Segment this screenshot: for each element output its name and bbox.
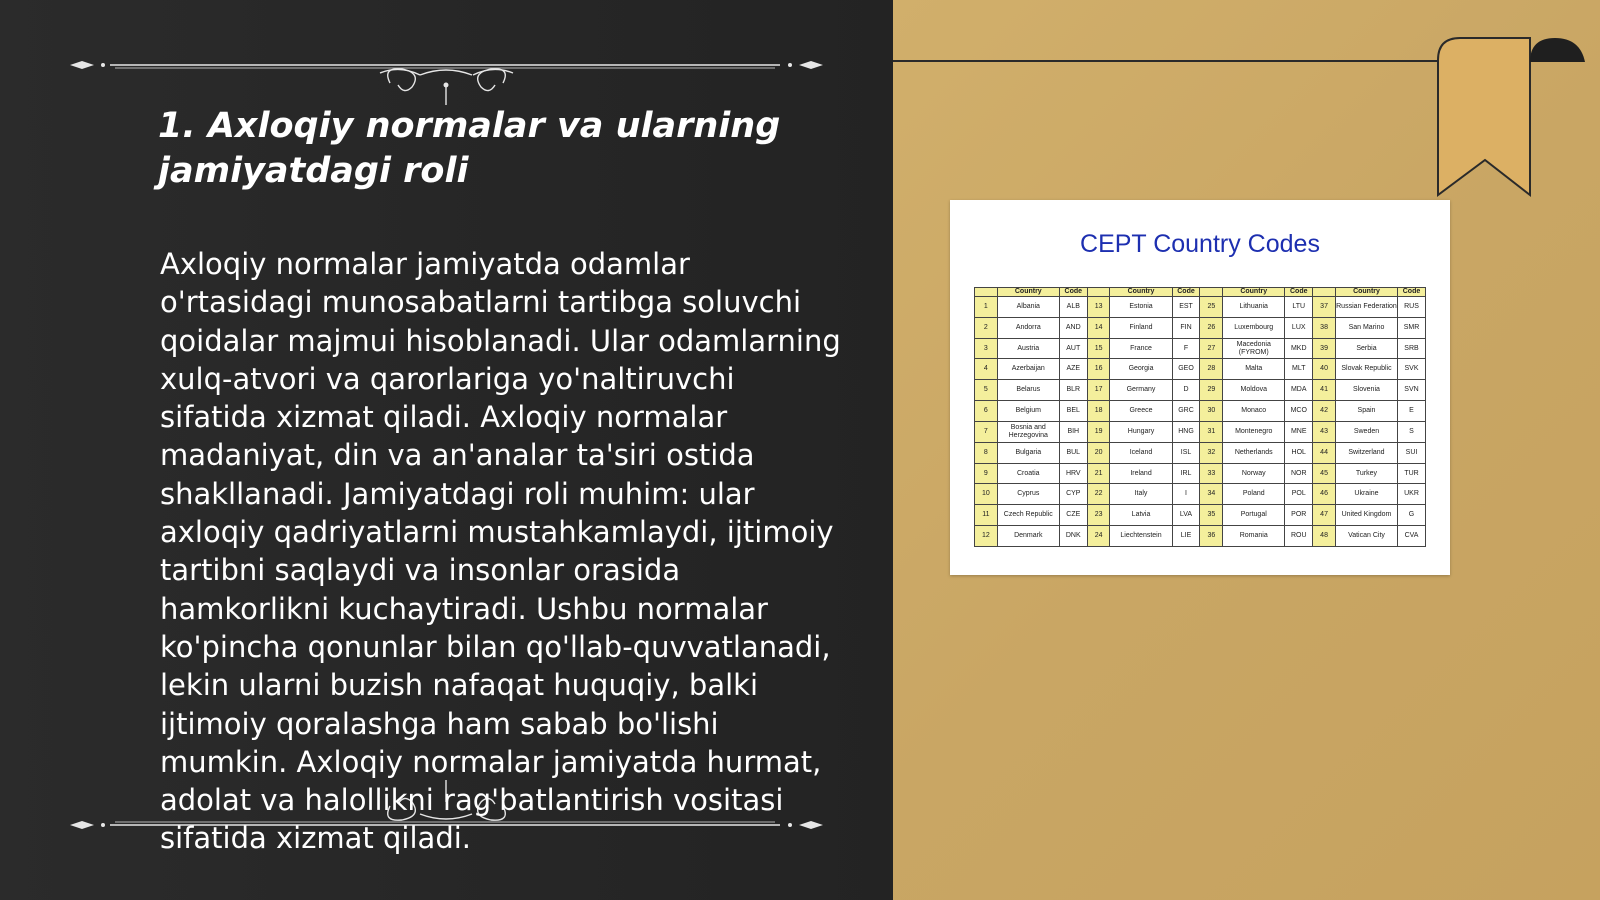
table-cell: Bulgaria xyxy=(997,442,1059,463)
table-cell: United Kingdom xyxy=(1335,505,1397,526)
table-cell: HNG xyxy=(1172,421,1200,442)
table-cell: Germany xyxy=(1110,380,1172,401)
table-row xyxy=(975,317,1426,338)
table-row xyxy=(975,484,1426,505)
table-cell: Cyprus xyxy=(997,484,1059,505)
table-cell: D xyxy=(1172,380,1200,401)
bookmark-ribbon-icon xyxy=(1430,0,1600,210)
table-cell: 10 xyxy=(975,484,998,505)
table-row xyxy=(975,380,1426,401)
body-paragraph: Axloqiy normalar jamiyatda odamlar o'rtasidagi munosabatlarni tartibga soluvchi qoidalar majmui hisoblanadi. Ular odamlarning xulq-atvori va qarorlariga yo'naltiruvchi sifatida xizmat qiladi. Axloqiy normalar madaniyat, din va an'analar ta'siri ostida shakllanadi. Jamiyatdagi roli muhim: ular axloqiy qadriyatlarni mustahkamlaydi, ijtimoiy tartibni saqlaydi va insonlar orasida hamkorlikni kuchaytiradi. Ushbu normalar ko'pincha qonunlar bilan qo'llab-quvvatlanadi, lekin ularni buzish nafaqat huquqiy, balki ijtimoiy qoralashga ham sabab bo'lishi mumkin. Axloqiy normalar jamiyatda hurmat, adolat va halollikni rag'batlantirish vositasi sifatida xizmat qiladi. xyxy=(160,247,841,856)
table-header-cell: Country xyxy=(997,288,1059,297)
table-cell: MKD xyxy=(1285,338,1313,359)
table-cell: 4 xyxy=(975,359,998,380)
table-row xyxy=(975,359,1426,380)
country-codes-table xyxy=(974,287,1426,547)
table-cell: LIE xyxy=(1172,526,1200,547)
table-cell: Liechtenstein xyxy=(1110,526,1172,547)
table-cell: GRC xyxy=(1172,401,1200,422)
table-cell: DNK xyxy=(1059,526,1087,547)
table-cell: Moldova xyxy=(1223,380,1285,401)
table-cell: Spain xyxy=(1335,401,1397,422)
table-cell: Norway xyxy=(1223,463,1285,484)
table-cell: Georgia xyxy=(1110,359,1172,380)
divider-line xyxy=(893,60,1438,62)
table-cell: 18 xyxy=(1087,401,1110,422)
table-cell: 19 xyxy=(1087,421,1110,442)
table-cell: Croatia xyxy=(997,463,1059,484)
table-cell: Lithuania xyxy=(1223,297,1285,318)
table-cell: 36 xyxy=(1200,526,1223,547)
table-cell: 13 xyxy=(1087,297,1110,318)
table-cell: HOL xyxy=(1285,442,1313,463)
title-line-2: jamiyatdagi roli xyxy=(158,151,469,191)
table-cell: BEL xyxy=(1059,401,1087,422)
table-cell: Portugal xyxy=(1223,505,1285,526)
table-header-cell: Country xyxy=(1223,288,1285,297)
table-cell: Turkey xyxy=(1335,463,1397,484)
table-cell: 9 xyxy=(975,463,998,484)
table-cell: Latvia xyxy=(1110,505,1172,526)
table-header-cell: Code xyxy=(1059,288,1087,297)
table-cell: Estonia xyxy=(1110,297,1172,318)
table-cell: 28 xyxy=(1200,359,1223,380)
table-cell: Netherlands xyxy=(1223,442,1285,463)
table-cell: ISL xyxy=(1172,442,1200,463)
table-cell: Hungary xyxy=(1110,421,1172,442)
table-cell: 27 xyxy=(1200,338,1223,359)
table-cell: 47 xyxy=(1313,505,1336,526)
table-cell: Azerbaijan xyxy=(997,359,1059,380)
table-cell: SUI xyxy=(1398,442,1426,463)
table-cell: Czech Republic xyxy=(997,505,1059,526)
table-cell: BUL xyxy=(1059,442,1087,463)
table-cell: Switzerland xyxy=(1335,442,1397,463)
table-cell: 21 xyxy=(1087,463,1110,484)
table-header-cell: Country xyxy=(1110,288,1172,297)
table-cell: 48 xyxy=(1313,526,1336,547)
table-cell: FIN xyxy=(1172,317,1200,338)
table-cell: POL xyxy=(1285,484,1313,505)
table-cell: Andorra xyxy=(997,317,1059,338)
table-cell: 25 xyxy=(1200,297,1223,318)
table-cell: HRV xyxy=(1059,463,1087,484)
table-cell: EST xyxy=(1172,297,1200,318)
table-cell: MLT xyxy=(1285,359,1313,380)
table-cell: 7 xyxy=(975,421,998,442)
table-cell: Romania xyxy=(1223,526,1285,547)
table-cell: 41 xyxy=(1313,380,1336,401)
table-header-cell xyxy=(975,288,998,297)
table-header-cell xyxy=(1200,288,1223,297)
table-cell: 2 xyxy=(975,317,998,338)
table-cell: 33 xyxy=(1200,463,1223,484)
table-cell: S xyxy=(1398,421,1426,442)
table-row xyxy=(975,297,1426,318)
table-cell: I xyxy=(1172,484,1200,505)
table-row xyxy=(975,526,1426,547)
table-cell: Italy xyxy=(1110,484,1172,505)
table-cell: 29 xyxy=(1200,380,1223,401)
table-cell: France xyxy=(1110,338,1172,359)
table-cell: Iceland xyxy=(1110,442,1172,463)
table-cell: 42 xyxy=(1313,401,1336,422)
table-cell: Sweden xyxy=(1335,421,1397,442)
table-cell: 30 xyxy=(1200,401,1223,422)
table-cell: G xyxy=(1398,505,1426,526)
table-cell: POR xyxy=(1285,505,1313,526)
table-cell: Belarus xyxy=(997,380,1059,401)
table-cell: 16 xyxy=(1087,359,1110,380)
table-cell: Austria xyxy=(997,338,1059,359)
title-line-1: 1. Axloqiy normalar va ularning xyxy=(158,106,781,146)
table-header-cell: Country xyxy=(1335,288,1397,297)
table-cell: Belgium xyxy=(997,401,1059,422)
table-row xyxy=(975,401,1426,422)
table-cell: SVN xyxy=(1398,380,1426,401)
table-header-cell xyxy=(1313,288,1336,297)
table-cell: 32 xyxy=(1200,442,1223,463)
table-cell: BIH xyxy=(1059,421,1087,442)
table-cell: RUS xyxy=(1398,297,1426,318)
country-codes-image xyxy=(950,200,1450,575)
table-cell: AUT xyxy=(1059,338,1087,359)
table-cell: San Marino xyxy=(1335,317,1397,338)
table-cell: 14 xyxy=(1087,317,1110,338)
table-cell: NOR xyxy=(1285,463,1313,484)
table-cell: CVA xyxy=(1398,526,1426,547)
table-cell: LTU xyxy=(1285,297,1313,318)
table-cell: MNE xyxy=(1285,421,1313,442)
table-cell: 45 xyxy=(1313,463,1336,484)
table-cell: 46 xyxy=(1313,484,1336,505)
table-cell: Russian Federation xyxy=(1335,297,1397,318)
table-cell: LVA xyxy=(1172,505,1200,526)
table-row xyxy=(975,505,1426,526)
table-cell: Montenegro xyxy=(1223,421,1285,442)
table-cell: 44 xyxy=(1313,442,1336,463)
table-cell: MCO xyxy=(1285,401,1313,422)
table-cell: 43 xyxy=(1313,421,1336,442)
table-cell: Bosnia and Herzegovina xyxy=(997,421,1059,442)
table-cell: Luxembourg xyxy=(1223,317,1285,338)
table-row xyxy=(975,463,1426,484)
table-row xyxy=(975,421,1426,442)
table-cell: 31 xyxy=(1200,421,1223,442)
table-cell: 37 xyxy=(1313,297,1336,318)
table-cell: F xyxy=(1172,338,1200,359)
table-row xyxy=(975,338,1426,359)
table-cell: AND xyxy=(1059,317,1087,338)
slide-title xyxy=(158,104,848,194)
table-cell: 5 xyxy=(975,380,998,401)
table-header-cell: Code xyxy=(1172,288,1200,297)
table-cell: 34 xyxy=(1200,484,1223,505)
table-cell: 22 xyxy=(1087,484,1110,505)
table-cell: SRB xyxy=(1398,338,1426,359)
table-cell: ALB xyxy=(1059,297,1087,318)
table-cell: 26 xyxy=(1200,317,1223,338)
table-cell: Macedonia (FYROM) xyxy=(1223,338,1285,359)
table-header-cell: Code xyxy=(1285,288,1313,297)
table-cell: 15 xyxy=(1087,338,1110,359)
table-cell: Denmark xyxy=(997,526,1059,547)
table-cell: 6 xyxy=(975,401,998,422)
table-cell: Malta xyxy=(1223,359,1285,380)
table-cell: Vatican City xyxy=(1335,526,1397,547)
table-cell: Albania xyxy=(997,297,1059,318)
table-cell: Finland xyxy=(1110,317,1172,338)
table-cell: ROU xyxy=(1285,526,1313,547)
table-cell: 35 xyxy=(1200,505,1223,526)
table-header-cell xyxy=(1087,288,1110,297)
table-cell: E xyxy=(1398,401,1426,422)
table-cell: Ukraine xyxy=(1335,484,1397,505)
table-cell: 20 xyxy=(1087,442,1110,463)
table-row xyxy=(975,442,1426,463)
table-cell: SMR xyxy=(1398,317,1426,338)
table-cell: 11 xyxy=(975,505,998,526)
table-cell: CYP xyxy=(1059,484,1087,505)
table-cell: Slovenia xyxy=(1335,380,1397,401)
table-cell: AZE xyxy=(1059,359,1087,380)
table-cell: 40 xyxy=(1313,359,1336,380)
table-cell: 17 xyxy=(1087,380,1110,401)
table-title: CEPT Country Codes xyxy=(1080,230,1320,258)
table-cell: 3 xyxy=(975,338,998,359)
table-cell: 24 xyxy=(1087,526,1110,547)
table-cell: MDA xyxy=(1285,380,1313,401)
table-cell: 39 xyxy=(1313,338,1336,359)
table-cell: Slovak Republic xyxy=(1335,359,1397,380)
table-cell: Serbia xyxy=(1335,338,1397,359)
table-cell: 23 xyxy=(1087,505,1110,526)
table-cell: Greece xyxy=(1110,401,1172,422)
table-cell: 1 xyxy=(975,297,998,318)
table-cell: LUX xyxy=(1285,317,1313,338)
table-cell: Monaco xyxy=(1223,401,1285,422)
table-body xyxy=(975,297,1426,547)
table-cell: Ireland xyxy=(1110,463,1172,484)
table-header-row xyxy=(975,288,1426,297)
table-header-cell: Code xyxy=(1398,288,1426,297)
table-cell: Poland xyxy=(1223,484,1285,505)
table-cell: TUR xyxy=(1398,463,1426,484)
top-flourish-divider xyxy=(0,45,893,105)
table-cell: SVK xyxy=(1398,359,1426,380)
table-cell: 38 xyxy=(1313,317,1336,338)
table-cell: GEO xyxy=(1172,359,1200,380)
table-cell: 12 xyxy=(975,526,998,547)
table-cell: UKR xyxy=(1398,484,1426,505)
table-cell: BLR xyxy=(1059,380,1087,401)
table-cell: 8 xyxy=(975,442,998,463)
table-cell: CZE xyxy=(1059,505,1087,526)
table-cell: IRL xyxy=(1172,463,1200,484)
